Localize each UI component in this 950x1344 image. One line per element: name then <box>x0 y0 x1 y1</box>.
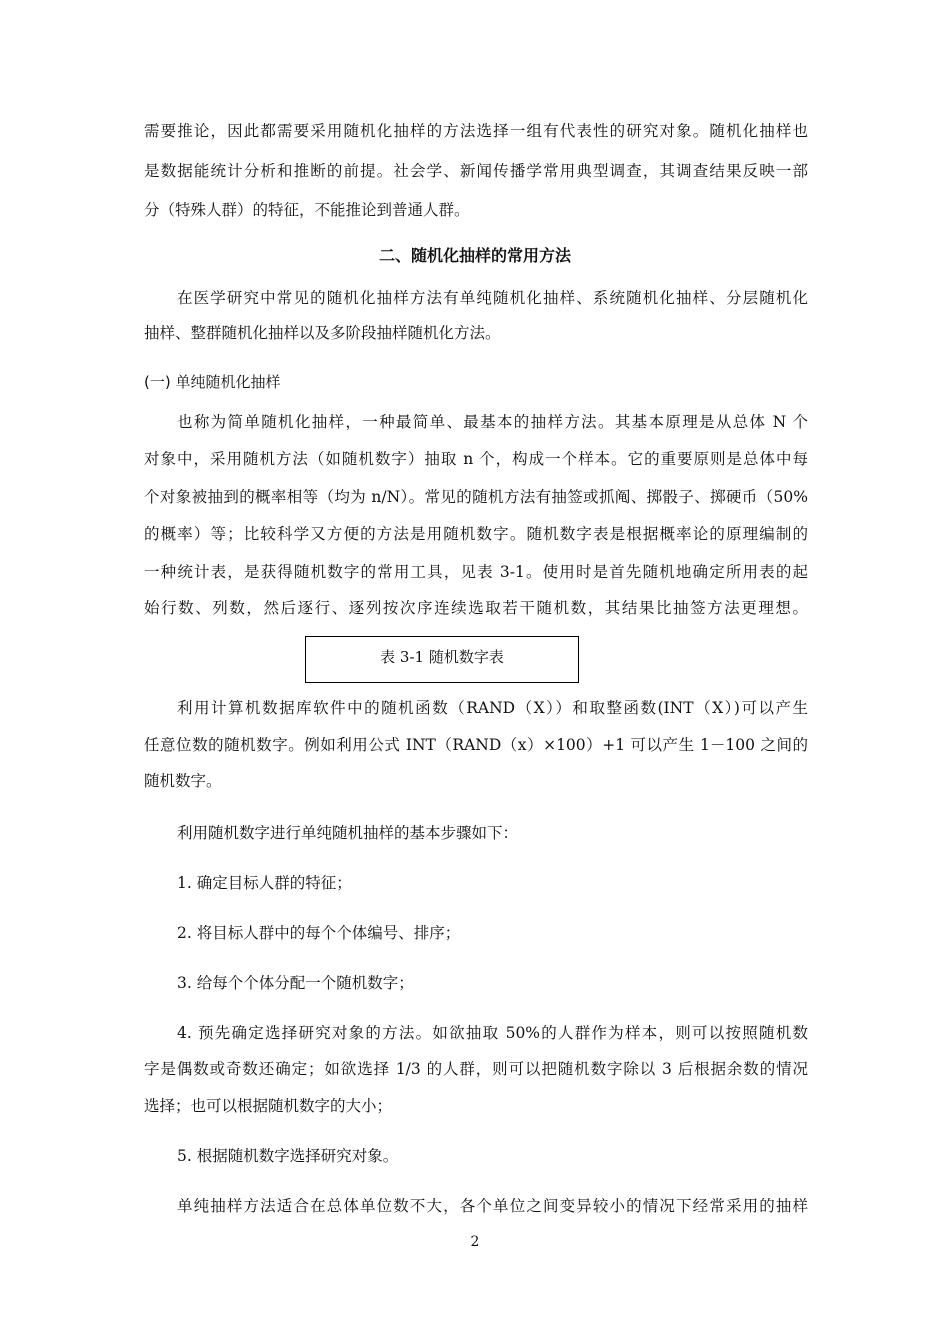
body-text-line: 任意位数的随机数字。例如利用公式 INT（RAND（x）×100）+1 可以产生 1－100 之间的 <box>144 736 808 754</box>
steps-intro: 利用随机数字进行单纯随机抽样的基本步骤如下： <box>177 824 519 842</box>
body-text-line: 一种统计表，是获得随机数字的常用工具，见表 3-1。使用时是首先随机地确定所用表的起 <box>144 563 808 581</box>
subsection-heading: (一) 单纯随机化抽样 <box>144 373 281 391</box>
body-text-line: 是数据能统计分析和推断的前提。社会学、新闻传播学常用典型调查，其调查结果反映一部 <box>144 162 808 180</box>
step-item: 5. 根据随机数字选择研究对象。 <box>177 1147 399 1165</box>
body-text-line: 对象中，采用随机方法（如随机数字）抽取 n 个，构成一个样本。它的重要原则是总体中每 <box>144 450 808 468</box>
body-text-line: 始行数、列数，然后逐行、逐列按次序连续选取若干随机数，其结果比抽签方法更理想。 <box>144 599 808 617</box>
body-text-line: 在医学研究中常见的随机化抽样方法有单纯随机化抽样、系统随机化抽样、分层随机化 <box>177 289 808 307</box>
page-number: 2 <box>470 1234 480 1250</box>
body-text-line: 需要推论，因此都需要采用随机化抽样的方法选择一组有代表性的研究对象。随机化抽样也 <box>144 122 808 140</box>
step-item-continuation: 字是偶数或奇数还确定；如欲选择 1/3 的人群，则可以把随机数字除以 3 后根据余数的情况 <box>144 1060 808 1078</box>
table-caption-box <box>305 636 579 683</box>
body-text-line: 个对象被抽到的概率相等（均为 n/N）。常见的随机方法有抽签或抓阄、掷骰子、掷硬币（50% <box>144 488 808 506</box>
body-text-line: 抽样、整群随机化抽样以及多阶段抽样随机化方法。 <box>144 324 501 342</box>
body-text-line: 利用计算机数据库软件中的随机函数（RAND（X））和取整函数(INT（X）)可以产生 <box>177 699 808 717</box>
table-caption: 表 3-1 随机数字表 <box>380 648 504 666</box>
body-text-line: 单纯抽样方法适合在总体单位数不大，各个单位之间变异较小的情况下经常采用的抽样 <box>177 1197 808 1215</box>
body-text-line: 分（特殊人群）的特征，不能推论到普通人群。 <box>144 201 470 219</box>
body-text-line: 的概率）等；比较科学又方便的方法是用随机数字。随机数字表是根据概率论的原理编制的 <box>144 525 808 543</box>
step-item-continuation: 选择；也可以根据随机数字的大小； <box>144 1097 393 1115</box>
body-text-line: 也称为简单随机化抽样，一种最简单、最基本的抽样方法。其基本原理是从总体 N 个 <box>177 413 808 431</box>
step-item: 4. 预先确定选择研究对象的方法。如欲抽取 50%的人群作为样本，则可以按照随机数 <box>177 1024 808 1042</box>
body-text-line: 随机数字。 <box>144 772 222 790</box>
step-item: 1. 确定目标人群的特征； <box>177 874 352 892</box>
step-item: 2. 将目标人群中的每个个体编号、排序； <box>177 924 461 942</box>
section-heading: 二、随机化抽样的常用方法 <box>378 246 571 265</box>
step-item: 3. 给每个个体分配一个随机数字； <box>177 974 414 992</box>
